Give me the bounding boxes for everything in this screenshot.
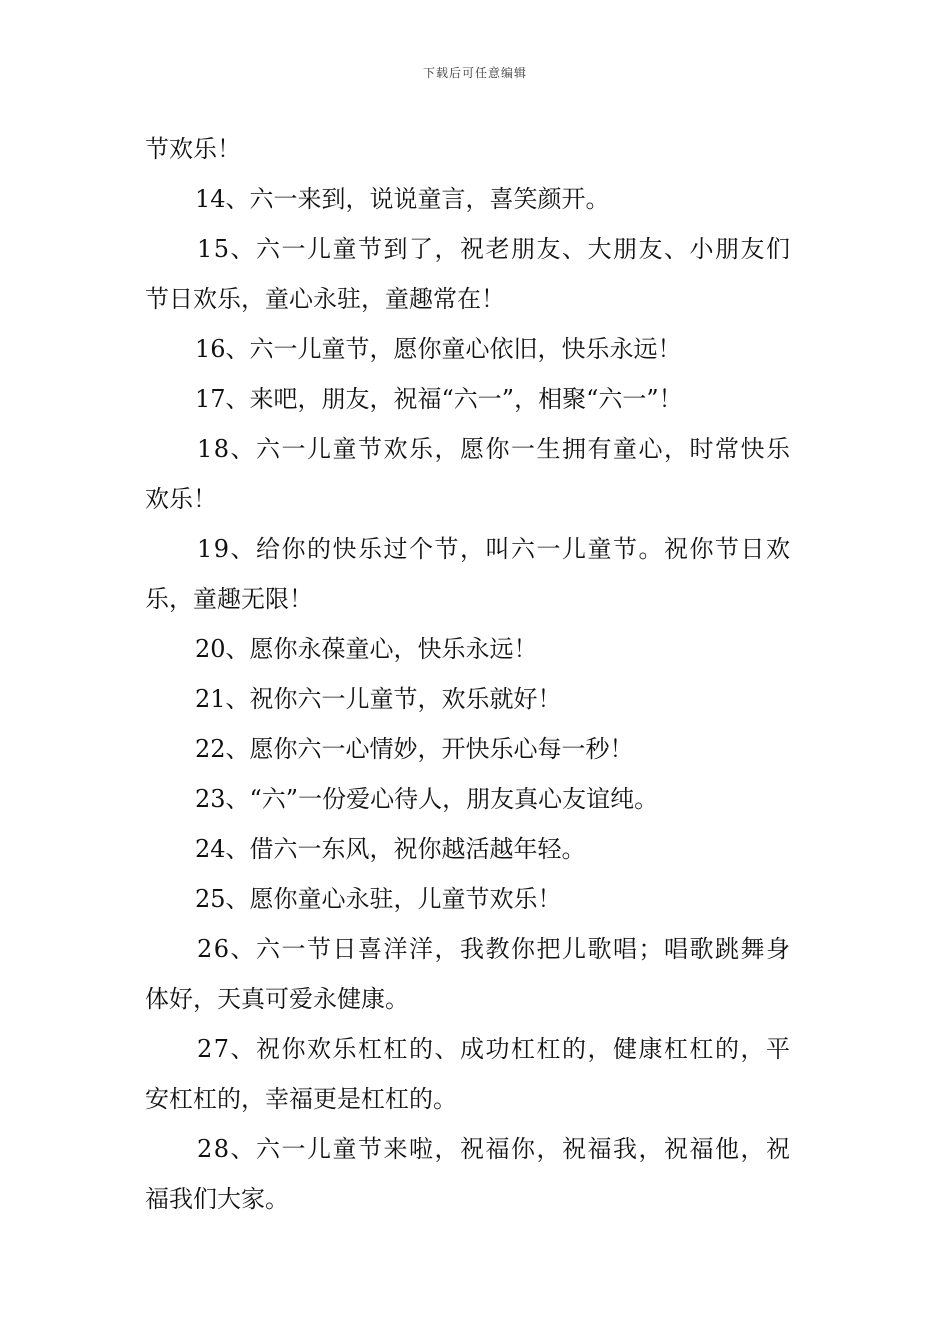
text-line: 14、六一来到，说说童言，喜笑颜开。 (195, 185, 610, 213)
text-line: 16、六一儿童节，愿你童心依旧，快乐永远！ (195, 335, 682, 363)
text-line: 26、六一节日喜洋洋，我教你把儿歌唱；唱歌跳舞身 (197, 935, 792, 963)
text-line: 欢乐！ (145, 485, 217, 513)
text-line: 17、来吧，朋友，祝福“六一”，相聚“六一”！ (195, 385, 683, 413)
text-line: 乐，童趣无限！ (145, 585, 313, 613)
text-line: 体好，天真可爱永健康。 (145, 985, 409, 1013)
text-line: 27、祝你欢乐杠杠的、成功杠杠的，健康杠杠的，平 (197, 1035, 792, 1063)
text-line: 21、祝你六一儿童节，欢乐就好！ (195, 685, 562, 713)
text-line: 19、给你的快乐过个节，叫六一儿童节。祝你节日欢 (197, 535, 792, 563)
text-line: 22、愿你六一心情妙，开快乐心每一秒！ (195, 735, 634, 763)
text-line: 安杠杠的，幸福更是杠杠的。 (145, 1085, 457, 1113)
text-line: 福我们大家。 (145, 1185, 289, 1213)
document-body (145, 124, 810, 1224)
text-line: 25、愿你童心永驻，儿童节欢乐！ (195, 885, 562, 913)
text-line: 20、愿你永葆童心，快乐永远！ (195, 635, 538, 663)
text-line: 23、“六”一份爱心待人，朋友真心友谊纯。 (195, 785, 659, 813)
text-line: 28、六一儿童节来啦，祝福你，祝福我，祝福他，祝 (197, 1135, 792, 1163)
text-line: 节欢乐！ (145, 135, 241, 163)
page-header: 下载后可任意编辑 (422, 66, 527, 80)
text-line: 15、六一儿童节到了，祝老朋友、大朋友、小朋友们 (197, 235, 792, 263)
text-line: 节日欢乐，童心永驻，童趣常在！ (145, 285, 505, 313)
text-line: 18、六一儿童节欢乐，愿你一生拥有童心，时常快乐 (197, 435, 792, 463)
text-line: 24、借六一东风，祝你越活越年轻。 (195, 835, 586, 863)
